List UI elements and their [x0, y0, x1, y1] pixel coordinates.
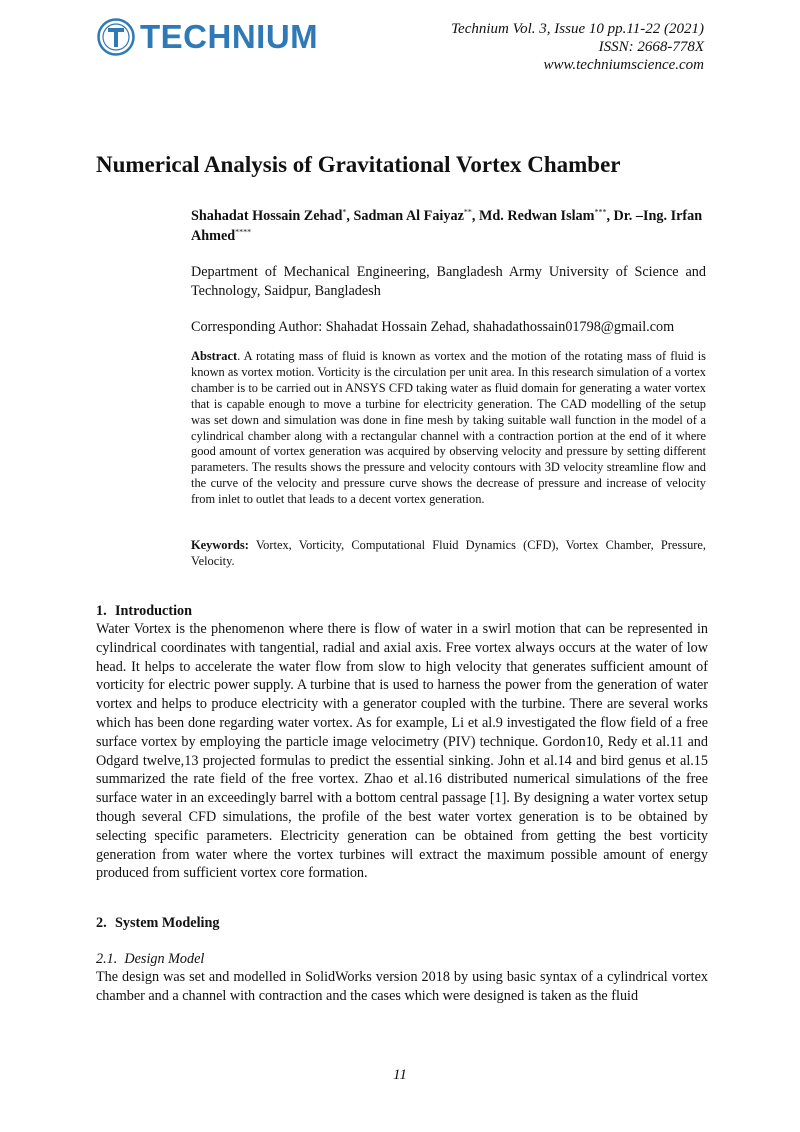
keywords-text: Vortex, Vorticity, Computational Fluid Dynamics (CFD), Vortex Chamber, Pressure, Velocity.	[191, 538, 706, 568]
author-separator: ,	[346, 208, 354, 224]
subsection-title: Design Model	[124, 951, 205, 967]
corresponding-author: Corresponding Author: Shahadat Hossain Zehad, shahadathossain01798@gmail.com	[191, 319, 675, 335]
author-mark: ****	[235, 227, 252, 237]
abstract	[191, 349, 706, 508]
author-name: Dr. –Ing. Irfan Ahmed	[191, 208, 703, 244]
abstract-label: Abstract	[191, 349, 238, 363]
author-mark: **	[463, 207, 472, 217]
author-name: Shahadat Hossain Zehad	[191, 208, 343, 224]
author-list	[191, 206, 706, 246]
subsection-heading-design-model	[96, 950, 708, 968]
design-model-paragraph: The design was set and modelled in SolidWorks version 2018 by using basic syntax of a cylindrical vortex chamber and a channel with contraction and the cases which were designed is taken as the fluid	[96, 969, 708, 1004]
section-heading-system-modeling	[96, 914, 708, 932]
subsection-number: 2.1.	[96, 951, 118, 967]
author-separator: ,	[606, 208, 614, 224]
journal-issn: ISSN: 2668-778X	[598, 39, 704, 55]
abstract-text: . A rotating mass of fluid is known as vortex and the motion of the rotating mass of fluid is known as vortex motion. Vorticity is the circulation per unit area. In this research simulation of a vortex chamber is to be carried out in ANSYS CFD taking water as fluid domain for generating a water vortex that is capable enough to move a turbine for electricity generation. The CAD modelling of the setup was set down and simulation was done in fine mesh by taking suitable wall function in the model of a cylindrical chamber along with a rectangular channel with a contraction portion at the end of it where good amount of vortex generation was acquired by observing velocity and pressure by setting different parameters. The results shows the pressure and velocity contours with 3D velocity streamline flow and the curve of the velocity and pressure curve shows the decrease of pressure and increase of velocity from inlet to outlet that leads to a decent vortex generation.	[191, 349, 706, 507]
paper-title: Numerical Analysis of Gravitational Vortex Chamber	[96, 152, 621, 177]
author-mark: *	[342, 207, 347, 217]
journal-volume: Technium Vol. 3, Issue 10 pp.11-22 (2021)	[451, 21, 704, 37]
affiliation: Department of Mechanical Engineering, Bangladesh Army University of Science and Technology, Saidpur, Bangladesh	[191, 264, 706, 299]
journal-logo	[96, 17, 346, 57]
technium-emblem-icon	[96, 17, 136, 57]
section-title: System Modeling	[115, 915, 220, 931]
page-number: 11	[393, 1067, 407, 1083]
keywords	[191, 538, 706, 570]
journal-info	[451, 20, 704, 74]
section-number: 1.	[96, 603, 107, 619]
section-heading-introduction	[96, 602, 708, 620]
keywords-label: Keywords:	[191, 538, 249, 552]
introduction-paragraph: Water Vortex is the phenomenon where there is flow of water in a swirl motion that can be represented in cylindrical coordinates with tangential, radial and axial axis. Free vortex always occurs at the water of low head. It helps to accelerate the water flow from slow to high velocity that generates sufficient amount of vorticity for electric power supply. A turbine that is used to harness the power from the generation of water vortex and helps to produce electricity with a generator coupled with the turbine. There are several works which has been done regarding water vortex. As for example, Li et al.9 investigated the flow field of a free surface vortex by employing the particle image velocimetry (PIV) technique. Gordon10, Redy et al.11 and Odgard twelve,13 projected formulas to predict the essential sinking. John et al.14 and bird genus et al.15 summarized the rate field of the free vortex. Zhao et al.16 distributed numerical simulations of the free surface water in an exceedingly barrel with a bottom central passage [1]. By designing a water vortex setup though several CFD simulations, the profile of the best water vortex generation is to be obtained by selecting specific parameters. Electricity generation can be obtained from getting the best vorticity generation from water where the vortex turbines will extract the maximum possible amount of energy produced from sufficient vortex core formation.	[96, 621, 708, 882]
author-name: Sadman Al Faiyaz	[353, 208, 464, 224]
section-number: 2.	[96, 915, 107, 931]
journal-website: www.techniumscience.com	[543, 57, 704, 73]
logo-wordmark: TECHNIUM	[140, 18, 319, 55]
author-name: Md. Redwan Islam	[478, 208, 595, 224]
section-title: Introduction	[115, 603, 192, 619]
author-mark: ***	[594, 207, 607, 217]
author-separator: ,	[471, 208, 479, 224]
